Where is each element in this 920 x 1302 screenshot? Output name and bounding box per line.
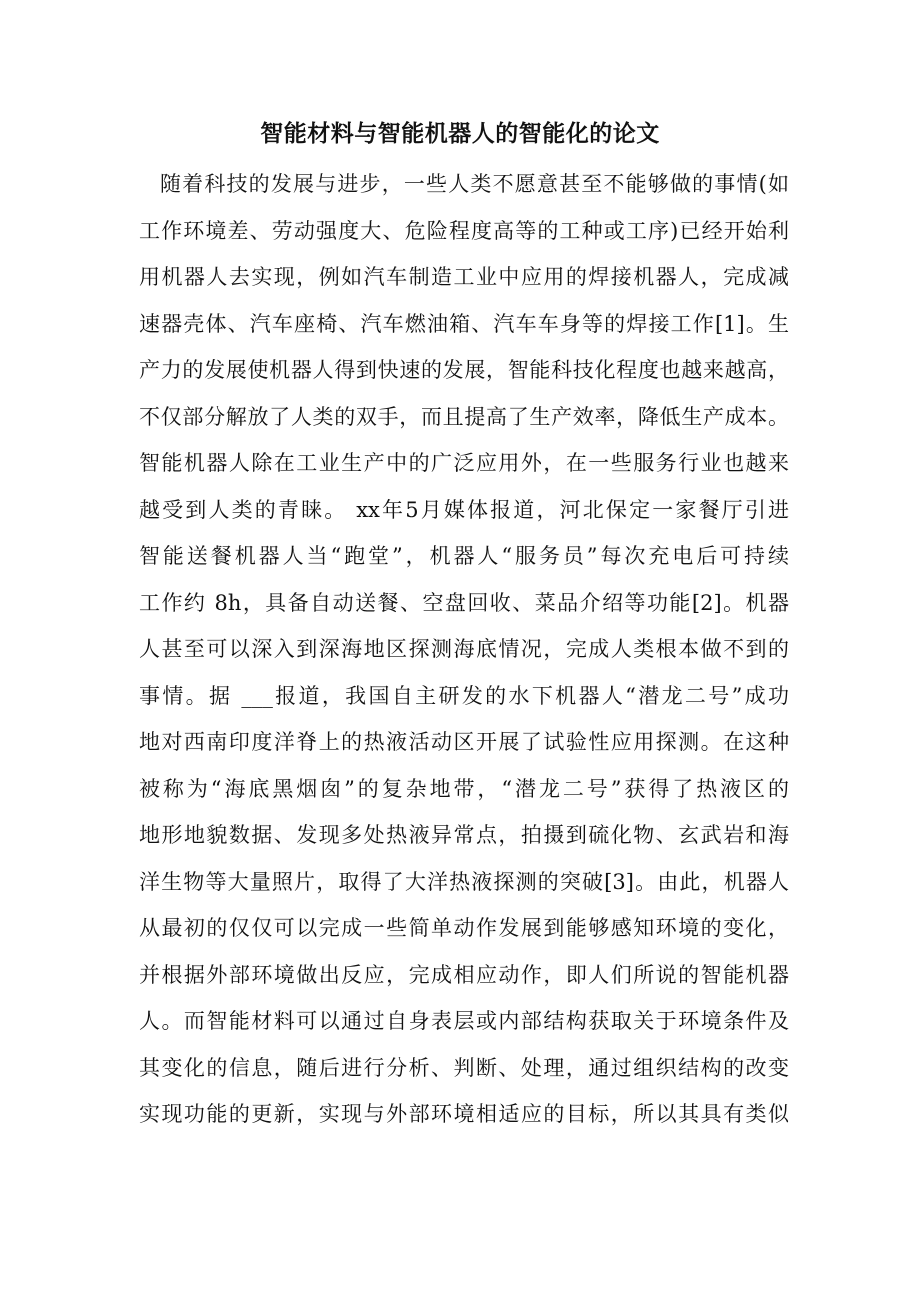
paragraph-line: 用机器人去实现，例如汽车制造工业中应用的焊接机器人，完成减 — [139, 265, 789, 289]
paragraph-line: 工作约 8h，具备自动送餐、空盘回收、菜品介绍等功能[2]。机器 — [139, 590, 789, 615]
paragraph-line: 智能送餐机器人当“跑堂”，机器人“服务员”每次充电后可持续 — [139, 544, 789, 568]
paragraph-line: 速器壳体、汽车座椅、汽车燃油箱、汽车车身等的焊接工作[1]。生 — [139, 311, 789, 336]
paragraph-line: 实现功能的更新，实现与外部环境相适应的目标，所以其具有类似 — [139, 1102, 789, 1126]
paragraph-line: 事情。据 ___报道，我国自主研发的水下机器人“潜龙二号”成功 — [139, 683, 789, 708]
paragraph-line: 人。而智能材料可以通过自身表层或内部结构获取关于环境条件及 — [139, 1009, 789, 1033]
paragraph-line: 其变化的信息，随后进行分析、判断、处理，通过组织结构的改变 — [139, 1055, 789, 1080]
paragraph-line: 洋生物等大量照片，取得了大洋热液探测的突破[3]。由此，机器人 — [139, 869, 789, 894]
paragraph-line: 地形地貌数据、发现多处热液异常点，拍摄到硫化物、玄武岩和海 — [139, 823, 789, 847]
paragraph-line: 从最初的仅仅可以完成一些简单动作发展到能够感知环境的变化， — [139, 916, 789, 940]
paragraph-line: 并根据外部环境做出反应，完成相应动作，即人们所说的智能机器 — [139, 962, 789, 987]
document-title: 智能材料与智能机器人的智能化的论文 — [260, 120, 660, 147]
paragraph-line: 产力的发展使机器人得到快速的发展，智能科技化程度也越来越高， — [139, 358, 789, 382]
paragraph-line: 随着科技的发展与进步，一些人类不愿意甚至不能够做的事情(如 — [160, 172, 789, 196]
paragraph-line: 工作环境差、劳动强度大、危险程度高等的工种或工序)已经开始利 — [139, 218, 789, 243]
paragraph-line: 被称为“海底黑烟囱”的复杂地带，“潜龙二号”获得了热液区的 — [139, 776, 789, 801]
paragraph-line: 越受到人类的青睐。 xx年5月媒体报道，河北保定一家餐厅引进 — [139, 497, 789, 522]
paragraph-line: 不仅部分解放了人类的双手，而且提高了生产效率，降低生产成本。 — [139, 404, 789, 429]
paragraph-line: 地对西南印度洋脊上的热液活动区开展了试验性应用探测。在这种 — [139, 730, 789, 754]
paragraph-line: 智能机器人除在工业生产中的广泛应用外，在一些服务行业也越来 — [139, 451, 789, 475]
paragraph-line: 人甚至可以深入到深海地区探测海底情况，完成人类根本做不到的 — [139, 637, 789, 661]
